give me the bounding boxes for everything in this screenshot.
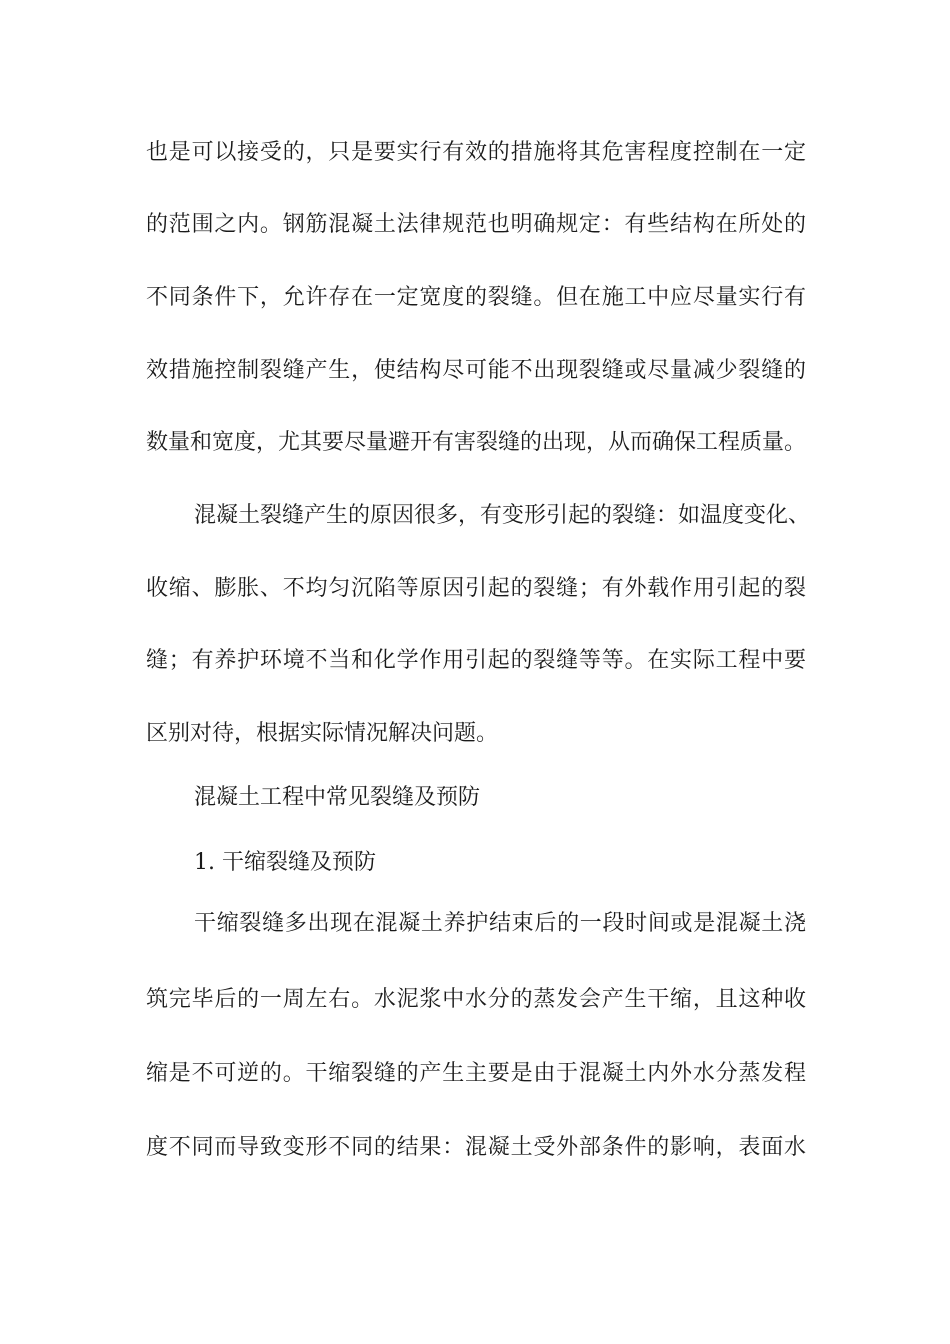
body-text-line: 收缩、膨胀、不均匀沉陷等原因引起的裂缝；有外载作用引起的裂 — [146, 576, 806, 601]
body-text-line: 不同条件下，允许存在一定宽度的裂缝。但在施工中应尽量实行有 — [146, 285, 806, 310]
body-text-line: 数量和宽度，尤其要尽量避开有害裂缝的出现，从而确保工程质量。 — [146, 430, 807, 455]
body-text-line: 的范围之内。钢筋混凝土法律规范也明确规定：有些结构在所处的 — [146, 212, 806, 237]
body-text-line: 也是可以接受的，只是要实行有效的措施将其危害程度控制在一定 — [146, 140, 806, 165]
body-text-line: 缩是不可逆的。干缩裂缝的产生主要是由于混凝土内外水分蒸发程 — [146, 1061, 806, 1086]
body-text-line: 筑完毕后的一周左右。水泥浆中水分的蒸发会产生干缩，且这种收 — [146, 987, 806, 1012]
paragraph-first-line: 干缩裂缝多出现在混凝土养护结束后的一段时间或是混凝土浇 — [194, 911, 806, 936]
body-text-line: 效措施控制裂缝产生，使结构尽可能不出现裂缝或尽量减少裂缝的 — [146, 358, 806, 383]
section-heading: 混凝土工程中常见裂缝及预防 — [194, 785, 481, 810]
body-text-line: 度不同而导致变形不同的结果：混凝土受外部条件的影响，表面水 — [146, 1135, 806, 1160]
body-text-line: 缝；有养护环境不当和化学作用引起的裂缝等等。在实际工程中要 — [146, 648, 806, 673]
paragraph-first-line: 混凝土裂缝产生的原因很多，有变形引起的裂缝：如温度变化、 — [194, 503, 811, 528]
body-text-line: 区别对待，根据实际情况解决问题。 — [146, 721, 499, 746]
subsection-heading: 1. 干缩裂缝及预防 — [194, 850, 376, 875]
